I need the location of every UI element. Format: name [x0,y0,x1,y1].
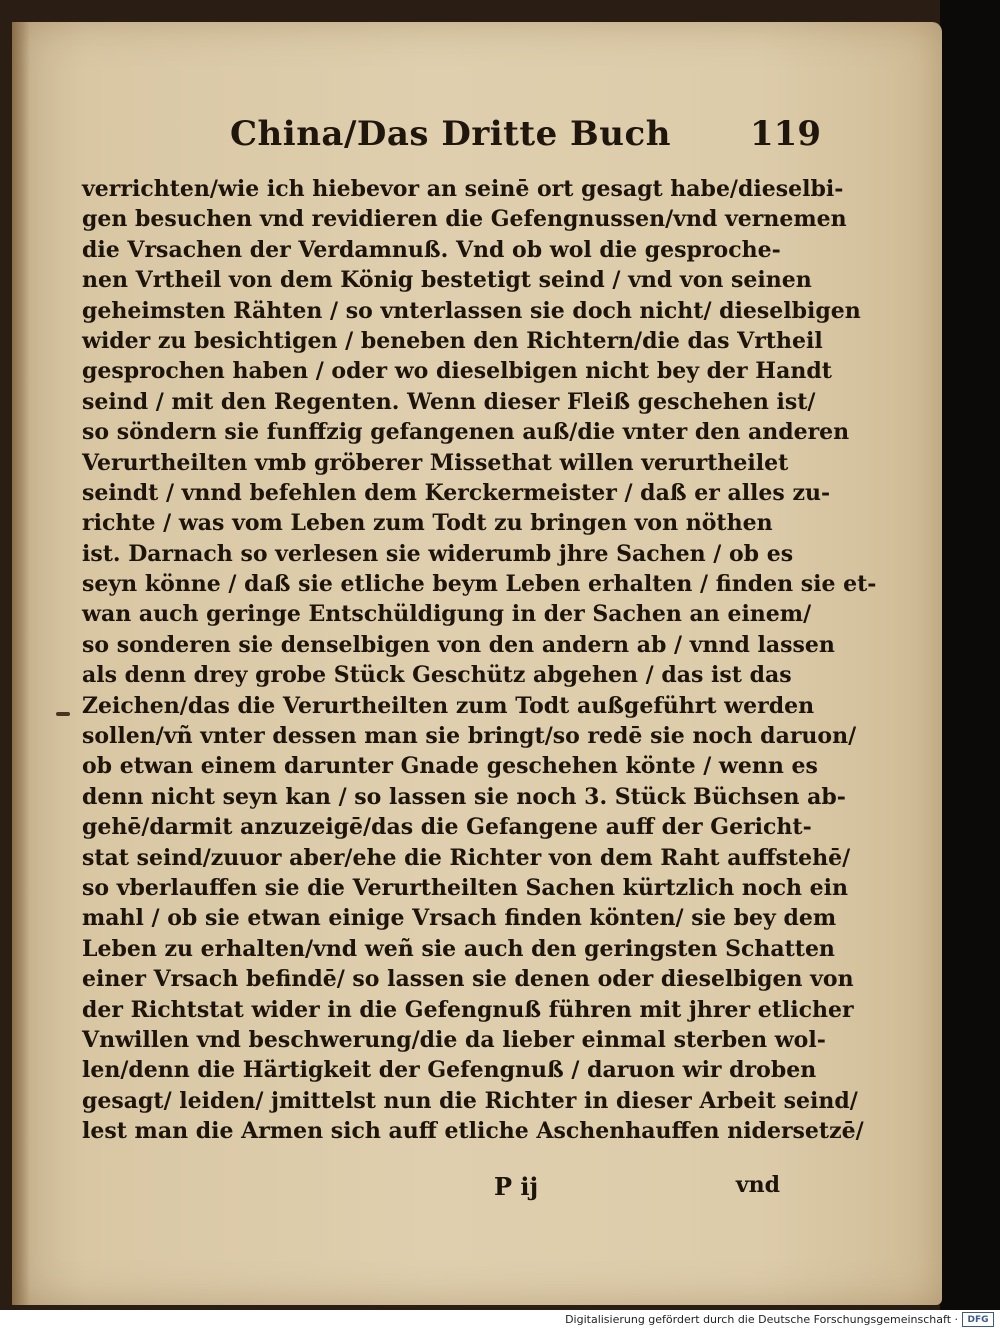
text-line: wan auch geringe Entschüldigung in der Sachen an einem/ [82,601,812,628]
catchword: vnd [735,1172,780,1198]
text-line: gen besuchen vnd revidieren die Gefengnussen/vnd vernemen [82,206,847,233]
text-line: ob etwan einem darunter Gnade geschehen könte / wenn es [82,753,818,780]
text-line: so sonderen sie denselbigen von den andern ab / vnnd lassen [82,631,835,658]
text-line: richte / was vom Leben zum Todt zu bringen von nöthen [82,510,773,537]
funding-credit: Digitalisierung gefördert durch die Deutsche Forschungsgemeinschaft · [565,1313,958,1326]
signature-mark: P ij [494,1172,539,1201]
text-line: verrichten/wie ich hiebevor an seinē ort gesagt habe/dieselbi- [82,176,844,202]
text-line: ist. Darnach so verlesen sie widerumb jhre Sachen / ob es [82,540,794,567]
page-foot [82,1172,780,1206]
text-line: geheimsten Rähten / so vnterlassen sie doch nicht/ dieselbigen [82,297,861,324]
text-line: Leben zu erhalten/vnd weñ sie auch den geringsten Schatten [82,935,835,962]
text-line: Verurtheilten vmb gröberer Missethat willen verurtheilet [82,449,789,476]
text-line: so söndern sie funffzig gefangenen auß/die vnter den anderen [82,419,850,446]
scan-dark-edge [940,0,1000,1310]
text-line: gesprochen haben / oder wo dieselbigen nicht bey der Handt [82,358,832,385]
text-line: seyn könne / daß sie etliche beym Leben erhalten / finden sie et- [82,571,877,598]
book-page [12,22,942,1305]
page-gutter-shadow [12,22,30,1305]
text-line: der Richtstat wider in die Gefengnuß führen mit jhrer etlicher [82,996,854,1023]
text-line: sollen/vñ vnter dessen man sie bringt/so redē sie noch daruon/ [82,723,857,750]
text-line: wider zu besichtigen / beneben den Richtern/die das Vrtheil [82,327,823,354]
credit-bar [0,1310,1000,1331]
text-line: Vnwillen vnd beschwerung/die da lieber einmal sterben wol- [82,1026,826,1053]
text-line: einer Vrsach befindē/ so lassen sie denen oder dieselbigen von [82,966,854,993]
text-line: stat seind/zuuor aber/ehe die Richter von dem Raht auffstehē/ [82,844,851,871]
text-line: lest man die Armen sich auff etliche Aschenhauffen nidersetzē/ [82,1118,864,1145]
text-line: gehē/darmit anzuzeigē/das die Gefangene auff der Gericht- [82,814,812,841]
page-header [12,114,942,164]
dfg-logo-icon: DFG [962,1312,994,1327]
text-line: als denn drey grobe Stück Geschütz abgehen / das ist das [82,662,792,689]
running-head: China/Das Dritte Buch [230,114,671,154]
text-line: seindt / vnnd befehlen dem Kerckermeister / daß er alles zu- [82,479,831,506]
text-line: gesagt/ leiden/ jmittelst nun die Richter in dieser Arbeit seind/ [82,1087,858,1114]
text-line: so vberlauffen sie die Verurtheilten Sachen kürtzlich noch ein [82,874,848,901]
text-line: nen Vrtheil von dem König bestetigt seind / vnd von seinen [82,267,812,294]
text-line: Zeichen/das die Verurtheilten zum Todt außgeführt werden [82,692,815,719]
page-number: 119 [750,114,821,154]
margin-mark [56,712,70,716]
text-line: len/denn die Härtigkeit der Gefengnuß / daruon wir droben [82,1057,817,1084]
text-line: seind / mit den Regenten. Wenn dieser Fleiß geschehen ist/ [82,388,816,415]
body-text [82,174,877,1147]
text-line: denn nicht seyn kan / so lassen sie noch 3. Stück Büchsen ab- [82,783,846,810]
text-line: mahl / ob sie etwan einige Vrsach finden könten/ sie bey dem [82,905,837,932]
text-line: die Vrsachen der Verdamnuß. Vnd ob wol die gesproche- [82,236,781,263]
